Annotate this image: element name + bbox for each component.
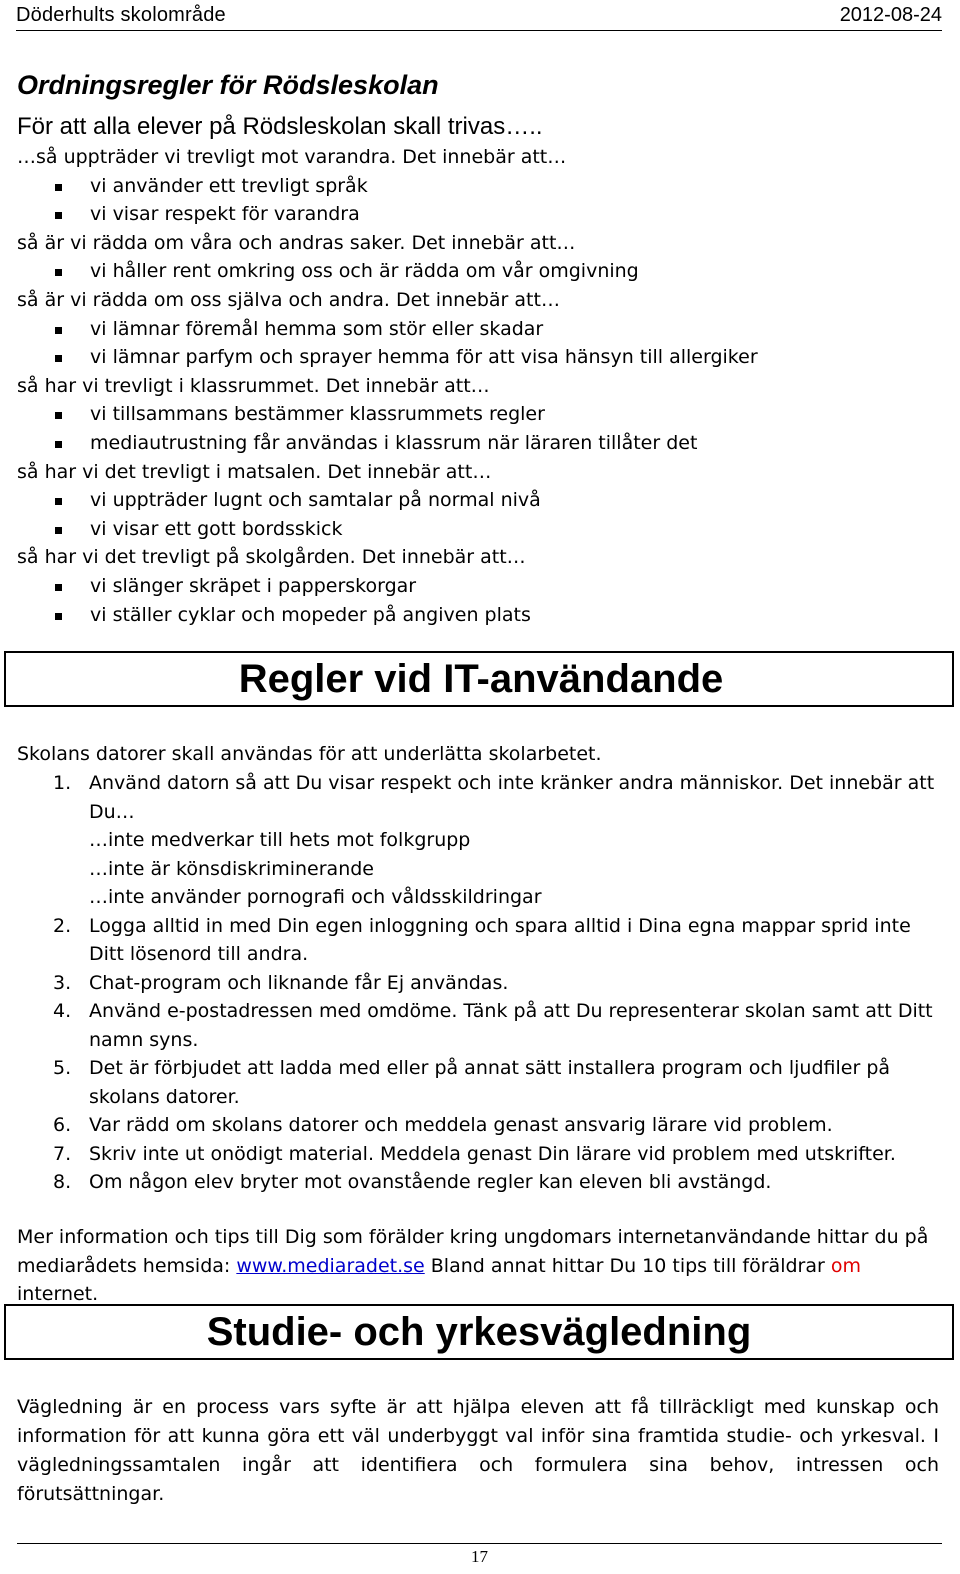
page-footer — [17, 1543, 942, 1566]
guidance-text: Vägledning är en process vars syfte är att hjälpa eleven att få tillräckligt med kunskap och information för att kunna göra ett väl underbyggt val inför sina framtida studie- och yrkesval. I vägledningssamtalen ingår att identifiera och formulera sina behov, intressen och förutsättningar. — [17, 1396, 939, 1505]
guidance-heading-box — [4, 1304, 954, 1360]
it-intro: Skolans datorer skall användas för att underlätta skolarbetet. — [17, 743, 602, 765]
it-rule-text: Chat-program och liknande får Ej användas. — [89, 971, 509, 994]
it-rule-item — [17, 1054, 942, 1111]
rule-heading-line: …så uppträder vi trevligt mot varandra. Det innebär att… — [17, 146, 567, 168]
rule-heading-line: så har vi det trevligt på skolgården. Det innebär att… — [17, 546, 526, 569]
rule-bullet-item: vi lämnar parfym och sprayer hemma för att visa hänsyn till allergiker — [17, 343, 947, 372]
rule-heading-line: så har vi trevligt i klassrummet. Det innebär att… — [17, 374, 490, 397]
it-heading: Regler vid IT-användande — [238, 657, 724, 701]
it-rule-number: 2. — [53, 914, 72, 937]
it-rule-subitem: …inte använder pornografi och våldsskildringar — [89, 886, 542, 908]
info-paragraph — [17, 1223, 942, 1309]
rule-bullet-item: vi håller rent omkring oss och är rädda om vår omgivning — [17, 257, 947, 286]
it-rule-number: 8. — [53, 1171, 72, 1193]
it-rule-item — [17, 997, 942, 1054]
rule-bullet-item: vi visar respekt för varandra — [17, 200, 947, 229]
rule-heading-line: så har vi det trevligt i matsalen. Det innebär att… — [17, 460, 492, 483]
info-red-word: om — [830, 1254, 861, 1277]
header-date: 2012-08-24 — [839, 4, 942, 26]
rules-title: Ordningsregler för Rödsleskolan — [17, 70, 439, 100]
it-heading-box — [4, 651, 954, 707]
it-rule-item — [17, 1111, 942, 1140]
it-rule-number: 5. — [53, 1057, 72, 1079]
rule-bullet-item: mediautrustning får användas i klassrum när läraren tillåter det — [17, 429, 947, 458]
header-school-area: Döderhults skolområde — [16, 4, 226, 26]
it-rule-text: Om någon elev bryter mot ovanstående regler kan eleven bli avstängd. — [89, 1171, 772, 1193]
it-rule-number: 7. — [53, 1142, 72, 1165]
it-rule-number: 1. — [53, 772, 72, 794]
it-rule-text: Använd datorn så att Du visar respekt och inte kränker andra människor. Det innebär att Du… — [89, 772, 935, 823]
rule-bullet-item: vi visar ett gott bordsskick — [17, 515, 947, 544]
rule-bullet-item: vi ställer cyklar och mopeder på angiven plats — [17, 601, 947, 630]
it-rule-text: Det är förbjudet att ladda med eller på annat sätt installera program och ljudfiler på skolans datorer. — [89, 1057, 891, 1108]
it-rules-list — [17, 769, 942, 1197]
info-end: internet. — [17, 1283, 99, 1305]
info-text: Mer information och tips till Dig som förälder kring ungdomars internetanvändande hittar du på mediarådets hemsida: — [17, 1226, 929, 1277]
it-rule-text: Använd e-postadressen med omdöme. Tänk på att Du representerar skolan samt att Ditt namn syns. — [89, 1000, 933, 1051]
it-rule-number: 4. — [53, 1000, 72, 1022]
rule-bullet-item: vi uppträder lugnt och samtalar på normal nivå — [17, 486, 947, 515]
rule-heading-line: så är vi rädda om oss själva och andra. Det innebär att… — [17, 288, 560, 311]
it-rule-number: 3. — [53, 971, 72, 994]
rule-bullet-item: vi använder ett trevligt språk — [17, 172, 947, 201]
it-rule-text: Logga alltid in med Din egen inloggning och spara alltid i Dina egna mappar sprid inte Ditt lösenord till andra. — [89, 914, 911, 965]
it-rule-item — [17, 769, 942, 912]
it-rule-subitem: …inte medverkar till hets mot folkgrupp — [89, 829, 471, 851]
it-rule-item — [17, 969, 942, 998]
it-rule-item — [17, 912, 942, 969]
mediaradet-link[interactable]: www.mediaradet.se — [236, 1254, 425, 1277]
it-rule-item — [17, 1168, 942, 1197]
it-rule-text: Skriv inte ut onödigt material. Meddela genast Din lärare vid problem med utskrifter. — [89, 1142, 896, 1165]
it-rule-number: 6. — [53, 1114, 72, 1136]
page-header — [16, 2, 942, 31]
it-rule-item — [17, 1140, 942, 1169]
rule-bullet-item: vi tillsammans bestämmer klassrummets regler — [17, 400, 947, 429]
info-text-after: Bland annat hittar Du 10 tips till föräldrar — [424, 1254, 831, 1277]
rule-heading-line: så är vi rädda om våra och andras saker. Det innebär att… — [17, 231, 576, 254]
rule-bullet-item: vi lämnar föremål hemma som stör eller skadar — [17, 315, 947, 344]
rule-bullet-item: vi slänger skräpet i papperskorgar — [17, 572, 947, 601]
rules-intro: För att alla elever på Rödsleskolan skall trivas….. — [17, 113, 543, 140]
it-rule-text: Var rädd om skolans datorer och meddela genast ansvarig lärare vid problem. — [89, 1114, 833, 1136]
rules-list — [17, 143, 947, 629]
guidance-heading: Studie- och yrkesvägledning — [206, 1310, 752, 1354]
page-number: 17 — [471, 1547, 488, 1566]
it-rule-subitem: …inte är könsdiskriminerande — [89, 857, 374, 880]
